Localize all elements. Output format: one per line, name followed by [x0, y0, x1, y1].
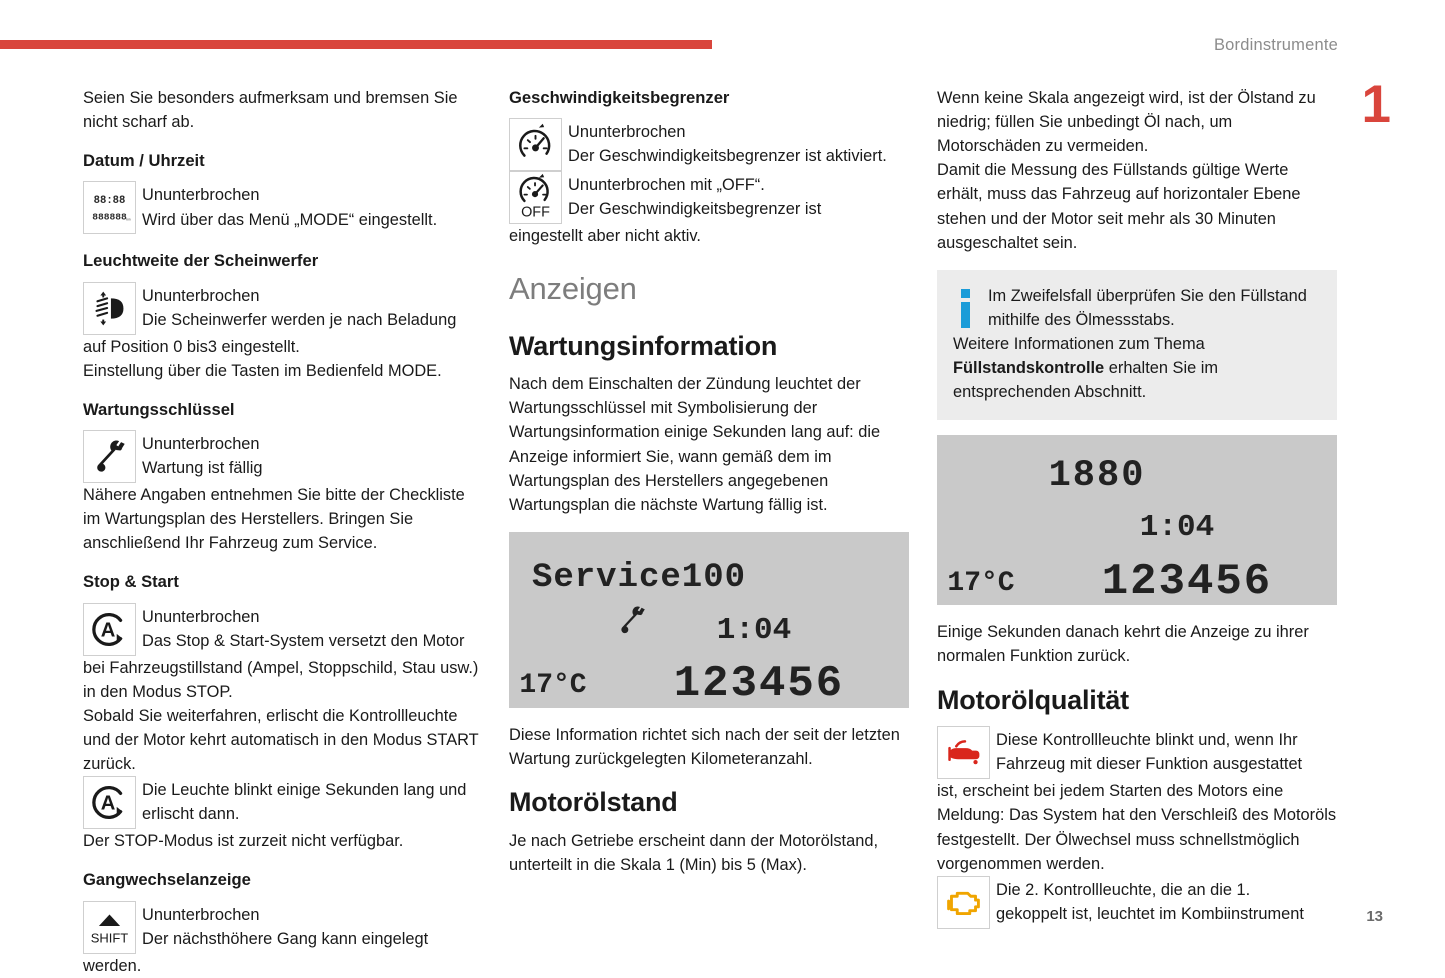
row-gangwechsel [83, 901, 483, 954]
stop-start-blink-icon [83, 776, 136, 829]
row-speed-limiter-on [509, 118, 909, 171]
heading-geschwindigkeitsbegrenzer: Geschwindigkeitsbegrenzer [509, 88, 730, 107]
lcd-odometer-text: 123456 [673, 658, 845, 708]
stopstart-blink-line2: erlischt dann. [142, 805, 240, 824]
info-note-reference [953, 332, 1321, 404]
limiter-on-state-label: Ununterbrochen [568, 123, 686, 142]
motoroelstand-body: Je nach Getriebe erscheint dann der Motorölstand, unterteilt in die Skala 1 (Min) bis 5 (Max). [509, 831, 879, 874]
chapter-number: 1 [1361, 75, 1390, 134]
leuchtweite-after-1: auf Position 0 bis3 eingestellt. [83, 337, 300, 356]
oil-warning-line1: Diese Kontrollleuchte blinkt und, wenn Ihr [996, 731, 1298, 750]
stopstart-after-1: bei Fahrzeugstillstand (Ampel, Stoppschild, Stau usw.) in den Modus STOP. [83, 658, 479, 701]
row-speed-limiter-off [509, 171, 909, 224]
oil-pressure-icon [937, 726, 990, 779]
headlight-range-icon [83, 282, 136, 335]
leuchtweite-after-2: Einstellung über die Tasten im Bedienfeld MODE. [83, 361, 442, 380]
svg-text:km: km [125, 218, 131, 223]
wartung-after: Nähere Angaben entnehmen Sie bitte der Checkliste im Wartungsplan des Herstellers. Bringen Sie anschließend Ihr Fahrzeug zum Service. [83, 486, 465, 553]
info-note-box [937, 270, 1337, 421]
heading-stop-start: Stop & Start [83, 572, 179, 592]
column-middle [509, 86, 909, 877]
engine-warning-line1: Die 2. Kontrollleuchte, die an die 1. [996, 880, 1251, 899]
info-ref-suffix: erhalten Sie im entsprechenden Abschnitt. [953, 359, 1219, 402]
oil-warning-after: ist, erscheint bei jedem Starten des Motors eine Meldung: Das System hat den Verschleiß des Motoröls festgestellt. Der Ölwechsel muss schnellstmöglich vorgenommen werden. [937, 782, 1337, 873]
page-title: Bordinstrumente [1213, 36, 1338, 54]
leuchtweite-state-label: Ununterbrochen [142, 286, 260, 305]
info-icon [961, 289, 970, 328]
shift-up-icon [83, 901, 136, 954]
row-stop-start-blink [83, 776, 483, 829]
stopstart-state-label: Ununterbrochen [142, 607, 260, 626]
stopstart-desc: Das Stop & Start-System versetzt den Motor [142, 631, 465, 650]
heading-wartungsschluessel: Wartungsschlüssel [83, 399, 235, 419]
heading-motoroelstand: Motorölstand [509, 787, 678, 818]
svg-text:SHIFT: SHIFT [90, 929, 129, 945]
lcd2-odometer-text: 123456 [1101, 557, 1273, 606]
oil-level-paragraph-1: Wenn keine Skala angezeigt wird, ist der Ölstand zu niedrig; füllen Sie unbedingt Öl nach, um Motorschäden zu vermeiden. [937, 89, 1316, 156]
row-wartungsschluessel [83, 430, 483, 483]
lcd-temperature-text: 17°C [519, 669, 587, 701]
row-stop-start [83, 603, 483, 656]
svg-text:88:88: 88:88 [93, 195, 126, 208]
stopstart-blink-line1: Die Leuchte blinkt einige Sekunden lang und [142, 781, 467, 800]
oil-warning-line2: Fahrzeug mit dieser Funktion ausgestattet [996, 755, 1303, 774]
gangwechsel-after: werden. [83, 956, 142, 975]
leuchtweite-desc: Die Scheinwerfer werden je nach Beladung [142, 310, 457, 329]
gangwechsel-desc: Der nächsthöhere Gang kann eingelegt [142, 929, 429, 948]
limiter-on-desc: Der Geschwindigkeitsbegrenzer ist aktiviert. [568, 147, 887, 166]
svg-text:OFF: OFF [521, 204, 550, 221]
svg-text:888888: 888888 [92, 211, 127, 223]
row-engine-warning [937, 876, 1337, 929]
wrench-icon [83, 430, 136, 483]
column-left [83, 86, 483, 978]
speed-limiter-off-icon [509, 171, 562, 224]
lcd-display-service [509, 532, 909, 708]
limiter-off-state-label: Ununterbrochen mit „OFF“. [568, 176, 765, 195]
lcd-service-text: Service100 [531, 558, 747, 597]
wartungsinformation-body: Nach dem Einschalten der Zündung leuchtet der Wartungsschlüssel mit Symbolisierung der Wartungsinformation einige Sekunden lang auf: die Anzeige informiert Sie, wann gemäß dem im Wartungsplan des Herstellers angegebenen Wartungsplan die nächste Wartung fällig ist. [509, 375, 881, 514]
info-note-text: Im Zweifelsfall überprüfen Sie den Füllstand mithilfe des Ölmessstabs. [988, 286, 1307, 329]
lcd2-clock-text: 1:04 [1139, 510, 1215, 546]
header-rule [0, 40, 712, 49]
engine-warning-line2: gekoppelt ist, leuchtet im Kombiinstrument [996, 904, 1304, 923]
speed-limiter-icon [509, 118, 562, 171]
heading-datum-uhrzeit: Datum / Uhrzeit [83, 151, 205, 171]
limiter-off-after: eingestellt aber nicht aktiv. [509, 227, 701, 246]
lcd2-temperature-text: 17°C [947, 568, 1015, 600]
wartung-desc: Wartung ist fällig [142, 459, 263, 478]
gangwechsel-state-label: Ununterbrochen [142, 905, 260, 924]
svg-text:A: A [100, 619, 116, 642]
stopstart-unavailable: Der STOP-Modus ist zurzeit nicht verfügbar. [83, 832, 404, 851]
oil-level-paragraph-2: Damit die Messung des Füllstands gültige Werte erhält, muss das Fahrzeug auf horizontaler Ebene stehen und der Motor seit mehr als 30 Minuten ausgeschaltet sein. [937, 161, 1301, 252]
info-ref-bold: Füllstandskontrolle [953, 359, 1105, 378]
heading-gangwechselanzeige: Gangwechselanzeige [83, 870, 251, 890]
column-right [937, 86, 1337, 929]
heading-motoroelqualitaet: Motorölqualität [937, 684, 1129, 715]
heading-leuchtweite: Leuchtweite der Scheinwerfer [83, 251, 319, 271]
row-leuchtweite [83, 282, 483, 335]
lcd-clock-text: 1:04 [716, 612, 792, 648]
clock-display-icon [83, 181, 136, 234]
datum-state-label: Ununterbrochen [142, 186, 260, 205]
lcd-display-odometer [937, 435, 1337, 605]
limiter-off-desc: Der Geschwindigkeitsbegrenzer ist [568, 200, 822, 219]
section-title-anzeigen: Anzeigen [509, 271, 637, 307]
stop-start-icon [83, 603, 136, 656]
row-datum-uhrzeit [83, 181, 483, 234]
lcd2-caption: Einige Sekunden danach kehrt die Anzeige zu ihrer normalen Funktion zurück. [937, 623, 1309, 666]
row-oil-warning [937, 726, 1337, 779]
info-ref-prefix: Weitere Informationen zum Thema [953, 334, 1205, 353]
check-engine-icon [937, 876, 990, 929]
svg-text:A: A [100, 792, 116, 815]
page-number: 13 [1366, 908, 1383, 925]
stopstart-after-2: Sobald Sie weiterfahren, erlischt die Kontrollleuchte und der Motor kehrt automatisch in den Modus START zurück. [83, 706, 479, 774]
wartung-state-label: Ununterbrochen [142, 435, 260, 454]
datum-desc: Wird über das Menü „MODE“ eingestellt. [142, 210, 438, 229]
lcd2-top-text: 1880 [1048, 455, 1146, 498]
wartungsinformation-caption: Diese Information richtet sich nach der seit der letzten Wartung zurückgelegten Kilometeranzahl. [509, 725, 900, 769]
heading-wartungsinformation: Wartungsinformation [509, 330, 778, 361]
intro-paragraph: Seien Sie besonders aufmerksam und bremsen Sie nicht scharf ab. [83, 89, 458, 132]
